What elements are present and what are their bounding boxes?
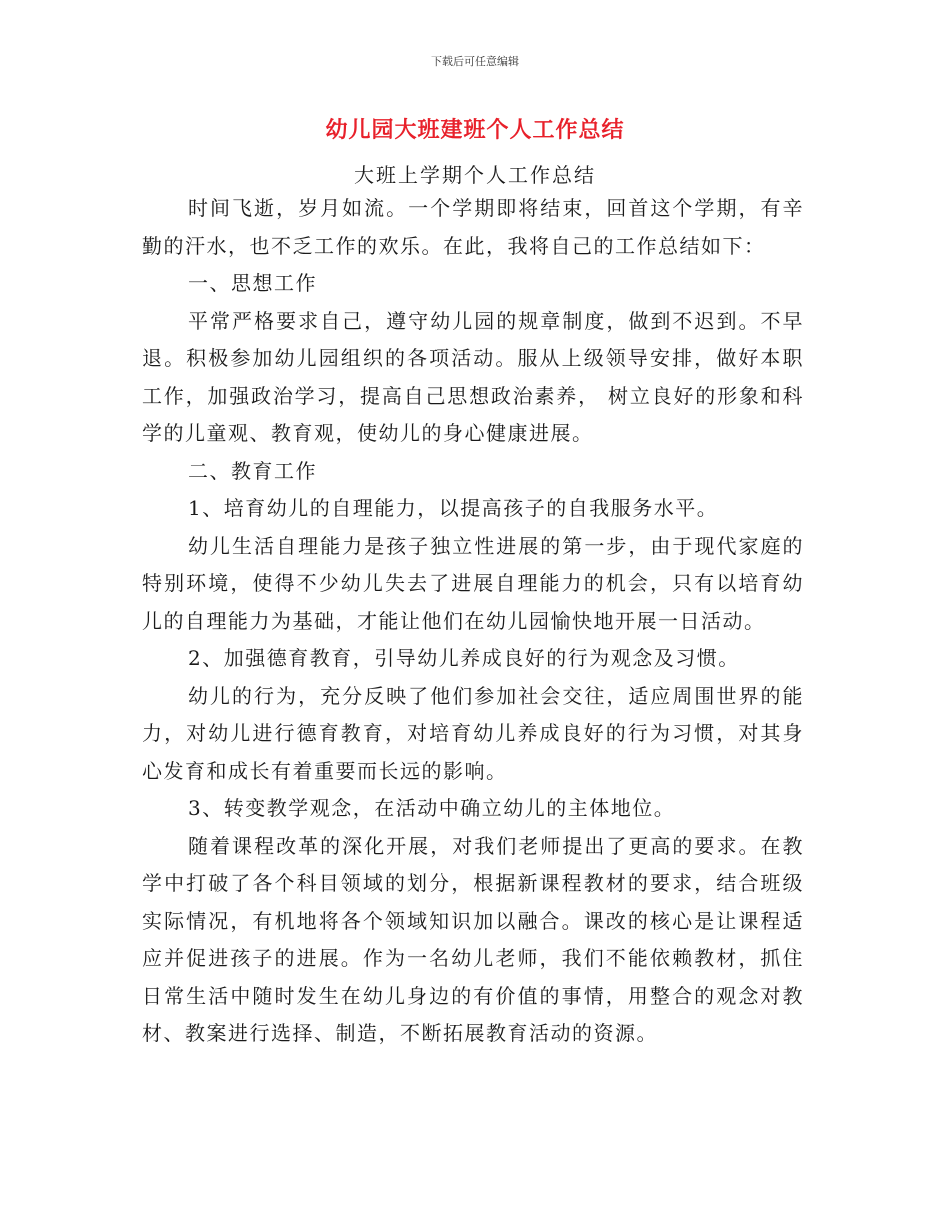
subsection-heading: 2、加强德育教育，引导幼儿养成良好的行为观念及习惯。 (188, 646, 740, 670)
subsection-heading: 3、转变教学观念，在活动中确立幼儿的主体地位。 (188, 796, 676, 820)
document-body (142, 190, 804, 1053)
paragraph: 随着课程改革的深化开展，对我们老师提出了更高的要求。在教学中打破了各个科目领域的划分，根据新课程教材的要求，结合班级实际情况，有机地将各个领域知识加以融合。课改的核心是让课程适应并促进孩子的进展。作为一名幼儿老师，我们不能依赖教材，抓住日常生活中随时发生在幼儿身边的有价值的事情，用整合的观念对教材、教案进行选择、制造，不断拓展教育活动的资源。 (142, 833, 804, 1045)
paragraph: 幼儿生活自理能力是孩子独立性进展的第一步，由于现代家庭的特别环境，使得不少幼儿失去了进展自理能力的机会，只有以培育幼儿的自理能力为基础，才能让他们在幼儿园愉快地开展一日活动。 (142, 533, 804, 633)
paragraph: 幼儿的行为，充分反映了他们参加社会交往，适应周围世界的能力，对幼儿进行德育教育，对培育幼儿养成良好的行为习惯，对其身心发育和成长有着重要而长远的影响。 (142, 683, 804, 783)
paragraph: 平常严格要求自己，遵守幼儿园的规章制度，做到不迟到。不早退。积极参加幼儿园组织的各项活动。服从上级领导安排，做好本职工作，加强政治学习，提高自己思想政治素养， 树立良好的形象和科学的儿童观、教育观，使幼儿的身心健康进展。 (142, 308, 804, 445)
paragraph: 时间飞逝，岁月如流。一个学期即将结束，回首这个学期，有辛勤的汗水，也不乏工作的欢乐。在此，我将自己的工作总结如下： (142, 196, 804, 258)
document-title: 幼儿园大班建班个人工作总结 (325, 117, 625, 143)
section-heading: 一、思想工作 (188, 271, 317, 295)
subsection-heading: 1、培育幼儿的自理能力，以提高孩子的自我服务水平。 (188, 496, 719, 520)
section-heading: 二、教育工作 (188, 458, 317, 483)
document-subtitle: 大班上学期个人工作总结 (354, 163, 596, 187)
page-header: 下载后可任意编辑 (431, 55, 519, 68)
